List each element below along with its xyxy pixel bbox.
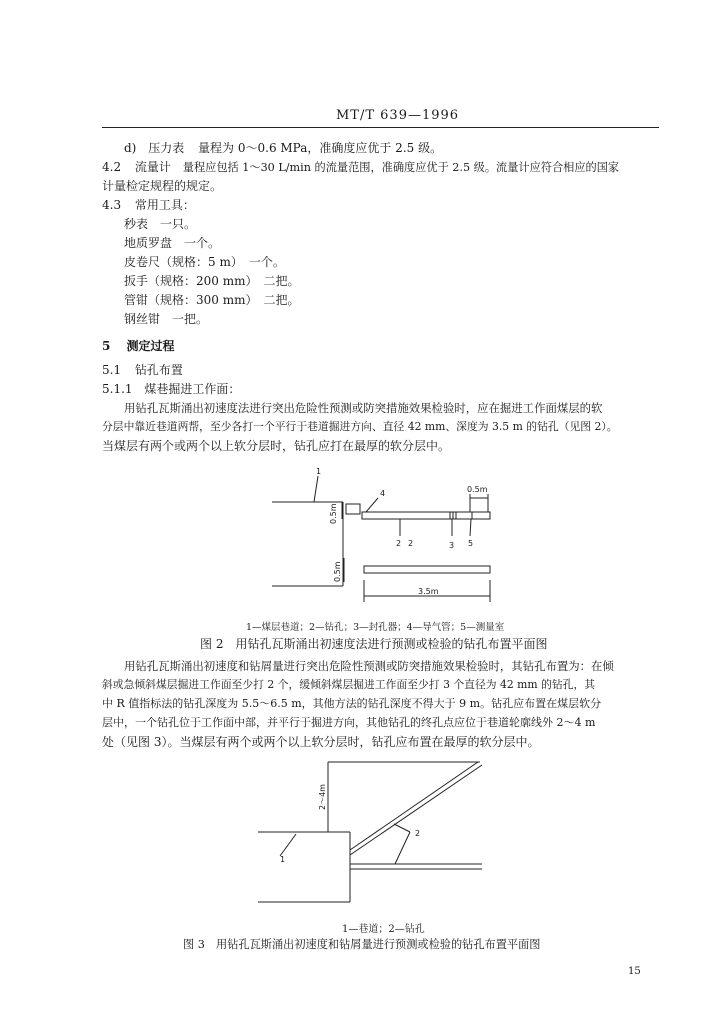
fig2-label-2b: 2: [408, 539, 414, 548]
section-5-heading: [102, 339, 175, 353]
fig2-label-4: 4: [380, 489, 386, 498]
paragraph-1-line: 用钻孔瓦斯涌出初速度法进行突出危险性预测或防突措施效果检验时，应在掘进工作面煤层的软: [124, 401, 603, 415]
section-5-1-number: 5.1: [102, 363, 122, 377]
borehole-lower: [364, 566, 490, 573]
section-5-1-1-number: 5.1.1: [102, 382, 133, 396]
figure-3-caption: 图 3 用钻孔瓦斯涌出初速度和钻屑量进行预测或检验的钻孔布置平面图: [183, 938, 541, 951]
section-4-3-number: 4.3: [102, 198, 122, 212]
item-d-text: 量程为 0～0.6 MPa，准确度应优于 2.5 级。: [198, 141, 443, 155]
borehole-upper: [362, 512, 490, 519]
leader-4: [366, 498, 378, 512]
section-4-3-heading: [102, 198, 195, 212]
section-5-1-1-heading: [102, 382, 240, 396]
figure-3-legend: 1—巷道；2—钻孔: [342, 924, 425, 935]
tool-item: 皮卷尺（规格：5 m） 一个。: [124, 255, 285, 269]
section-5-1-heading: [102, 363, 183, 377]
fig2-label-5: 5: [468, 539, 474, 548]
standard-code: MT/T 639—1996: [336, 108, 460, 123]
packer-box: [346, 504, 360, 514]
fig2-label-dim-top: 0.5m: [467, 485, 488, 494]
leader-5: [470, 519, 471, 536]
fig3-label-1: 1: [280, 855, 286, 864]
leader-2: [395, 832, 410, 864]
tool-item: 地质罗盘 一个。: [124, 236, 221, 250]
paragraph-2-line: 层中，一个钻孔位于工作面中部，并平行于掘进方向，其他钻孔的终孔点应位于巷道轮廓线外 2～4 m: [102, 716, 596, 729]
section-5-number: 5: [102, 339, 111, 353]
item-d: [124, 141, 442, 155]
tool-item: 钢丝钳 一把。: [124, 312, 209, 326]
leader-1: [314, 476, 318, 502]
fig2-label-1: 1: [316, 467, 322, 476]
tool-item: 扳手（规格：200 mm） 二把。: [124, 274, 300, 288]
paragraph-2-line: 中 R 值指标法的钻孔深度为 5.5～6.5 m，其他方法的钻孔深度不得大于 9 m。钻孔应布置在煤层软分: [102, 697, 602, 710]
section-4-2-number: 4.2: [102, 160, 122, 174]
section-4-2-text: 量程应包括 1～30 L/min 的流量范围，准确度应优于 2.5 级。流量计应符合相应的国家: [182, 161, 620, 174]
fig2-label-3: 3: [449, 541, 455, 550]
figure-3-diagram: [250, 752, 490, 916]
tool-item: 管钳（规格：300 mm） 二把。: [124, 293, 300, 307]
paragraph-2-line: 处（见图 3）。当煤层有两个或两个以上软分层时，钻孔应布置在最厚的软分层中。: [102, 735, 540, 749]
item-d-label: d): [124, 141, 137, 155]
fig3-label-dim: 2～4m: [318, 784, 327, 810]
paragraph-2-line: 用钻孔瓦斯涌出初速度和钻屑量进行突出危险性预测或防突措施效果检验时，其钻孔布置为：在倾: [124, 659, 614, 673]
section-5-1-title: 钻孔布置: [134, 363, 183, 377]
header-rule: [102, 127, 659, 128]
leader-1: [280, 834, 296, 856]
borehole-inclined-b: [350, 765, 482, 855]
section-4-2-line2: 计量检定规程的规定。: [102, 179, 223, 193]
figure-2-diagram: [260, 462, 500, 610]
tool-item: 秒表 一只。: [124, 217, 197, 231]
section-4-2-name: 流量计: [134, 160, 171, 174]
figure-2-legend: 1—煤层巷道；2—钻孔；3—封孔器；4—导气管；5—测量室: [246, 622, 505, 633]
paragraph-2-line: 斜或急倾斜煤层掘进工作面至少打 2 个，缓倾斜煤层掘进工作面至少打 3 个直径为 42 mm 的钻孔，其: [102, 678, 596, 691]
leader-2: [394, 824, 410, 832]
section-5-1-1-title: 煤巷掘进工作面：: [144, 382, 241, 396]
section-5-title: 测定过程: [126, 339, 175, 353]
page-number: 15: [628, 966, 641, 977]
paragraph-1-line: 当煤层有两个或两个以上软分层时，钻孔应打在最厚的软分层中。: [102, 439, 451, 453]
borehole-inclined-a: [350, 762, 478, 850]
fig2-label-dim-left-bottom: 0.5m: [333, 561, 342, 582]
paragraph-1-line: 分层中靠近巷道两帮，至少各打一个平行于巷道掘进方向、直径 42 mm、深度为 3.5 m 的钻孔（见图 2）。: [102, 420, 618, 433]
figure-2-caption: 图 2 用钻孔瓦斯涌出初速度法进行预测或检验的钻孔布置平面图: [200, 637, 548, 651]
section-4-3-title: 常用工具：: [134, 198, 195, 212]
section-4-2-line1: [102, 160, 619, 175]
fig2-label-dim-left-top: 0.5m: [329, 503, 338, 524]
fig3-label-2: 2: [415, 829, 421, 838]
item-d-name: 压力表: [148, 141, 185, 155]
fig2-label-2a: 2: [396, 539, 402, 548]
fig2-label-dim-length: 3.5m: [418, 587, 439, 596]
